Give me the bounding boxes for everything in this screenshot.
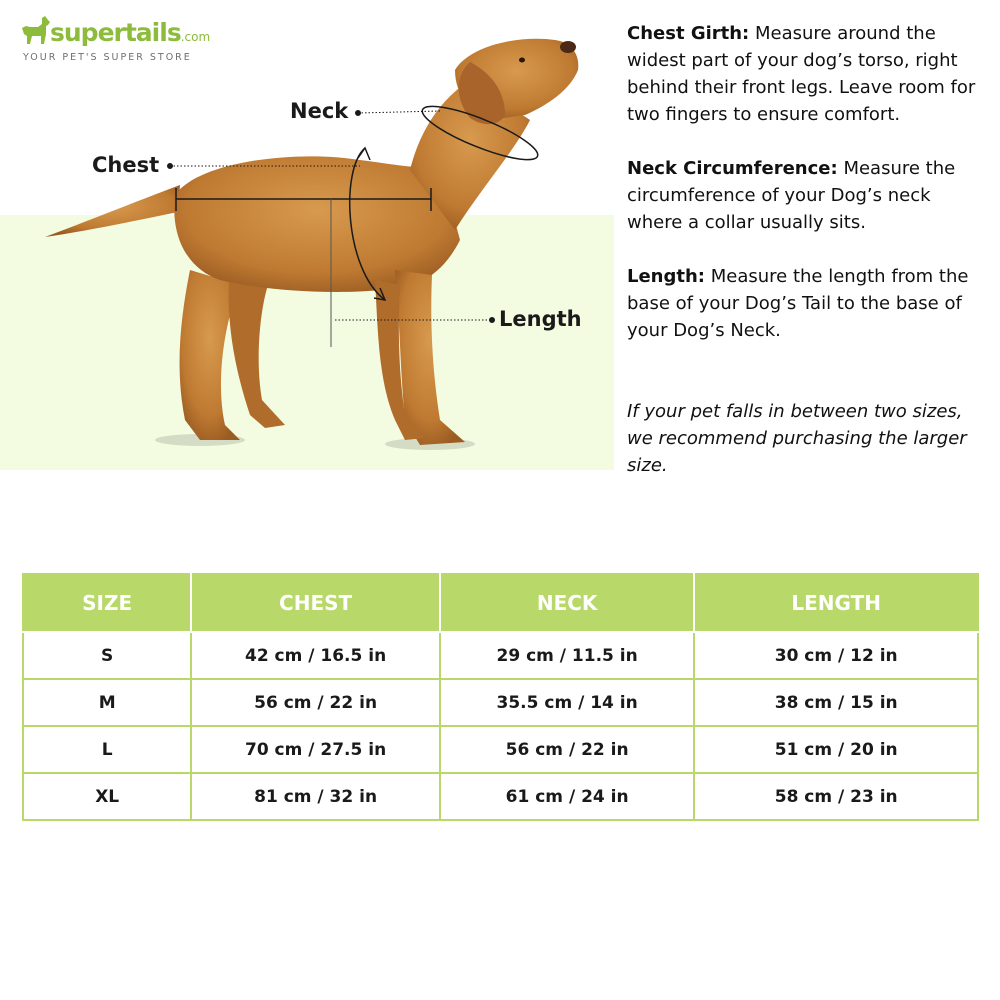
header-length: LENGTH: [694, 574, 978, 632]
table-row: [23, 726, 978, 773]
length-instruction-text: Measure the length from the base of your Dog’s Tail to the base of your Dog’s Neck.: [627, 266, 969, 341]
chest-cell: 42 cm / 16.5 in: [191, 632, 440, 679]
size-cell: XL: [23, 773, 191, 820]
neck-instruction-text: Measure the circumference of your Dog’s neck where a collar usually sits.: [627, 158, 956, 233]
size-cell: S: [23, 632, 191, 679]
length-cell: 58 cm / 23 in: [694, 773, 978, 820]
size-cell: M: [23, 679, 191, 726]
header-size: SIZE: [23, 574, 191, 632]
neck-cell: 56 cm / 22 in: [440, 726, 695, 773]
neck-cell: 35.5 cm / 14 in: [440, 679, 695, 726]
table-row: [23, 679, 978, 726]
neck-instruction-title: Neck Circumference:: [627, 158, 838, 179]
brand-name-secondary: tails: [124, 18, 181, 47]
dog-measurement-diagram: [0, 0, 620, 480]
length-label: Length: [499, 307, 582, 331]
header-chest: CHEST: [191, 574, 440, 632]
table-row: [23, 632, 978, 679]
brand-name-suffix: .com: [180, 30, 211, 44]
table-header-row: [23, 574, 978, 632]
length-instruction: [627, 263, 989, 344]
neck-leader: [358, 111, 440, 113]
size-recommendation-note: If your pet falls in between two sizes, we recommend purchasing the larger size.: [627, 401, 967, 476]
length-cell: 30 cm / 12 in: [694, 632, 978, 679]
chest-instruction-title: Chest Girth:: [627, 23, 750, 44]
neck-cell: 61 cm / 24 in: [440, 773, 695, 820]
length-cell: 51 cm / 20 in: [694, 726, 978, 773]
length-cell: 38 cm / 15 in: [694, 679, 978, 726]
chest-instruction: [627, 20, 989, 128]
chest-instruction-text: Measure around the widest part of your dog’s torso, right behind their front legs. Leave room for two fingers to ensure comfort.: [627, 23, 976, 125]
length-instruction-title: Length:: [627, 266, 705, 287]
measurement-instructions: [627, 20, 989, 506]
neck-instruction: [627, 155, 989, 236]
header-neck: NECK: [440, 574, 695, 632]
table-row: [23, 773, 978, 820]
chest-label: Chest: [92, 153, 160, 177]
neck-cell: 29 cm / 11.5 in: [440, 632, 695, 679]
chest-cell: 56 cm / 22 in: [191, 679, 440, 726]
brand-tagline: YOUR PET'S SUPER STORE: [23, 52, 192, 63]
brand-name-primary: super: [50, 18, 125, 47]
chest-cell: 70 cm / 27.5 in: [191, 726, 440, 773]
size-cell: L: [23, 726, 191, 773]
neck-label: Neck: [290, 99, 349, 123]
chest-cell: 81 cm / 32 in: [191, 773, 440, 820]
size-chart-table: [22, 573, 979, 821]
